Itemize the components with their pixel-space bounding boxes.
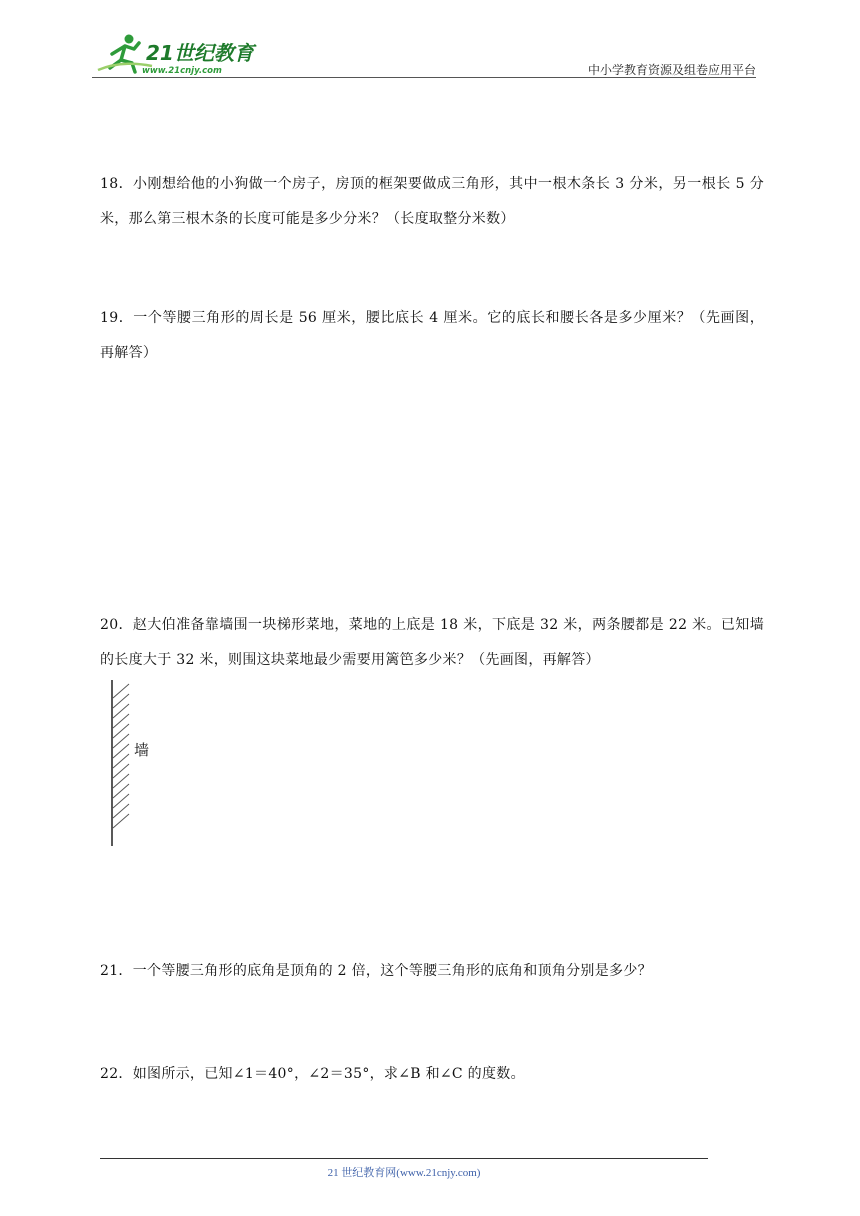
question-19: 19．一个等腰三角形的周长是 56 厘米，腰比底长 4 厘米。它的底长和腰长各是多少厘米？（先画图，再解答） [100, 310, 764, 361]
footer-divider [100, 1158, 708, 1159]
brand-logo [92, 30, 262, 80]
svg-text:21世纪教育: 21世纪教育 [146, 41, 254, 65]
footer-link[interactable]: 21 世纪教育网(www.21cnjy.com) [327, 1167, 481, 1179]
wall-figure [108, 680, 168, 850]
question-22: 22．如图所示，已知∠1＝40°，∠2＝35°，求∠B 和∠C 的度数。 [100, 1066, 525, 1082]
question-21: 21．一个等腰三角形的底角是顶角的 2 倍，这个等腰三角形的底角和顶角分别是多少？ [100, 963, 652, 979]
question-20: 20．赵大伯准备靠墙围一块梯形菜地，菜地的上底是 18 米，下底是 32 米，两条腰都是 22 米。已知墙的长度大于 32 米，则围这块菜地最少需要用篱笆多少米？（先画图，再解答） [100, 617, 764, 668]
question-18: 18．小刚想给他的小狗做一个房子，房顶的框架要做成三角形，其中一根木条长 3 分米，另一根长 5 分米，那么第三根木条的长度可能是多少分米？（长度取整分米数） [100, 176, 764, 227]
wall-label: 墙 [134, 741, 150, 759]
svg-text:www.21cnjy.com: www.21cnjy.com [142, 66, 222, 76]
page-header [0, 0, 860, 90]
header-divider [92, 77, 756, 78]
platform-name: 中小学教育资源及组卷应用平台 [587, 63, 756, 77]
